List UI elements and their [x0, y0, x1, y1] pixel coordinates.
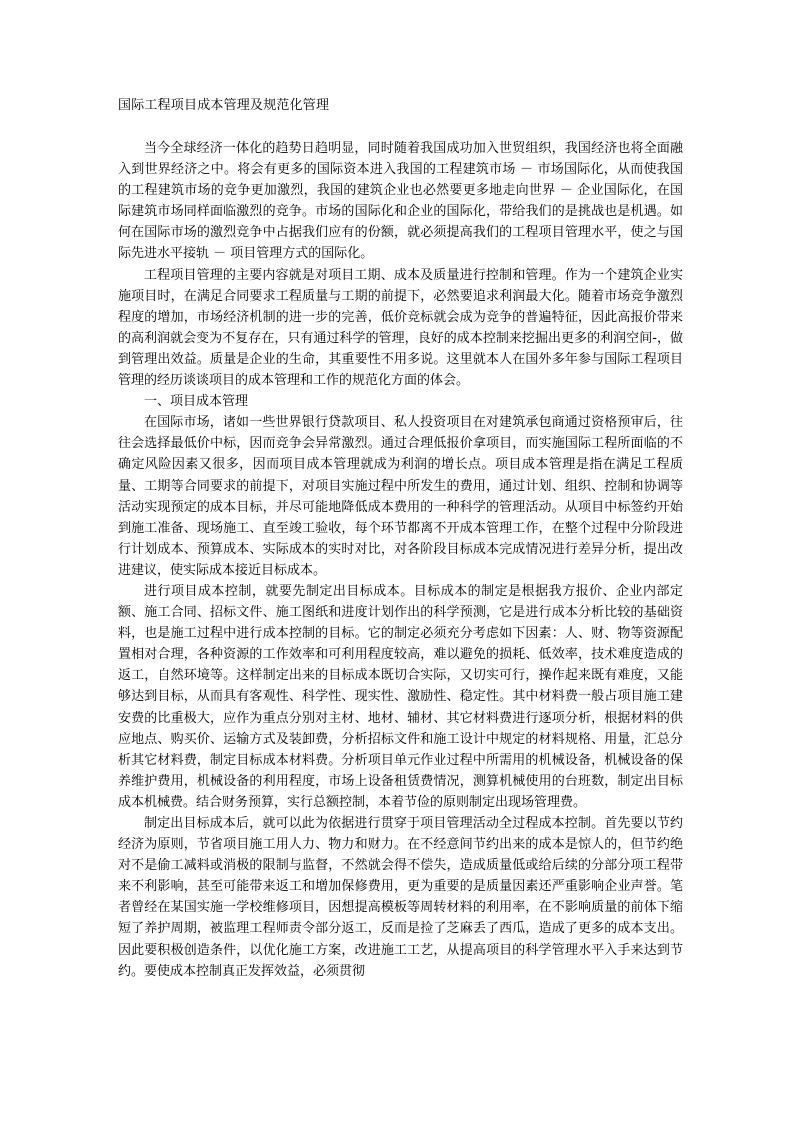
paragraph-intro: 当今全球经济一体化的趋势日趋明显，同时随着我国成功加入世贸组织，我国经济也将全面融入到世界经济之中。将会有更多的国际资本进入我国的工程建筑市场 － 市场国际化，从而使我国的工程建筑市场的竞争更加激烈，我国的建筑企业也必然要更多地走向世界 － 企业国际化，在国际建筑市场同样面临激烈的竞争。市场的国际化和企业的国际化，带给我们的是挑战也是机遇。如何在国际市场的激烈竞争中占据我们应有的份额，就必须提高我们的工程项目管理水平，使之与国际先进水平接轨 － 项目管理方式的国际化。: [118, 141, 683, 262]
paragraph-cost-management: 在国际市场，诸如一些世界银行贷款项目、私人投资项目在对建筑承包商通过资格预审后，往往会选择最低价中标，因而竞争会异常激烈。通过合理低报价拿项目，而实施国际工程所面临的不确定风险因素又很多，因而项目成本管理就成为利润的增长点。项目成本管理是指在满足工程质量、工期等合同要求的前提下，对项目实施过程中所发生的费用，通过计划、组织、控制和协调等活动实现预定的成本目标，并尽可能地降低成本费用的一种科学的管理活动。从项目中标签约开始到施工准备、现场施工、直至竣工验收，每个环节都离不开成本管理工作，在整个过程中分阶段进行计划成本、预算成本、实际成本的实时对比，对各阶段目标成本完成情况进行差异分析，提出改进建议，使实际成本接近目标成本。: [118, 415, 683, 578]
paragraph-project-management: 工程项目管理的主要内容就是对项目工期、成本及质量进行控制和管理。作为一个建筑企业实施项目时，在满足合同要求工程质量与工期的前提下，必然要追求利润最大化。随着市场竞争激烈程度的增加，市场经济机制的进一步的完善，低价竞标就会成为竞争的普遍特征，因此高报价带来的高利润就会变为不复存在，只有通过科学的管理，良好的成本控制来挖掘出更多的利润空间-，做到管理出效益。质量是企业的生命，其重要性不用多说。这里就本人在国外多年参与国际工程项目管理的经历谈谈项目的成本管理和工作的规范化方面的体会。: [118, 267, 683, 389]
document-title: 国际工程项目成本管理及规范化管理: [118, 98, 330, 113]
section-heading-cost-management: 一、项目成本管理: [144, 394, 249, 410]
paragraph-target-cost: 进行项目成本控制，就要先制定出目标成本。目标成本的制定是根据我方报价、企业内部定额、施工合同、招标文件、施工图纸和进度计划作出的科学预测，它是进行成本分析比较的基础资料，也是施工过程中进行成本控制的目标。它的制定必须充分考虑如下因素：人、财、物等资源配置相对合理，各种资源的工作效率和可利用程度较高，难以避免的损耗、低效率，技术难度造成的返工，自然环境等。这样制定出来的目标成本既切合实际，又切实可行，操作起来既有难度，又能够达到目标，从而具有客观性、科学性、现实性、激励性、稳定性。其中材料费一般占项目施工建安费的比重极大，应作为重点分别对主材、地材、辅材、其它材料费进行逐项分析，根据材料的供应地点、购买价、运输方式及装卸费，分析招标文件和施工设计中规定的材料规格、用量，汇总分析其它材料费，制定目标成本材料费。分析项目单元作业过程中所需用的机械设备，机械设备的保养维护费用，机械设备的利用程度，市场上设备租赁费情况，测算机械使用的台班数，制定出目标成本机械费。结合财务预算，实行总额控制，本着节俭的原则制定出现场管理费。: [118, 583, 683, 810]
document-page: [118, 96, 683, 982]
paragraph-cost-control: 制定出目标成本后，就可以此为依据进行贯穿于项目管理活动全过程成本控制。首先要以节约经济为原则，节省项目施工用人力、物力和财力。在不经意间节约出来的成本是惊人的，但节约绝对不是偷工减料或消极的限制与监督，不然就会得不偿失，造成质量低或给后续的分部分项工程带来不利影响，甚至可能带来返工和增加保修费用，更为重要的是质量因素还严重影响企业声誉。笔者曾经在某国实施一学校维修项目，因想提高模板等周转材料的利用率，在不影响质量的前体下缩短了养护周期，被监理工程师责令部分返工，反而是捡了芝麻丢了西瓜，造成了更多的成本支出。因此要积极创造条件，以优化施工方案，改进施工工艺，从提高项目的科学管理水平入手来达到节约。要使成本控制真正发挥效益，必须贯彻: [118, 816, 683, 979]
